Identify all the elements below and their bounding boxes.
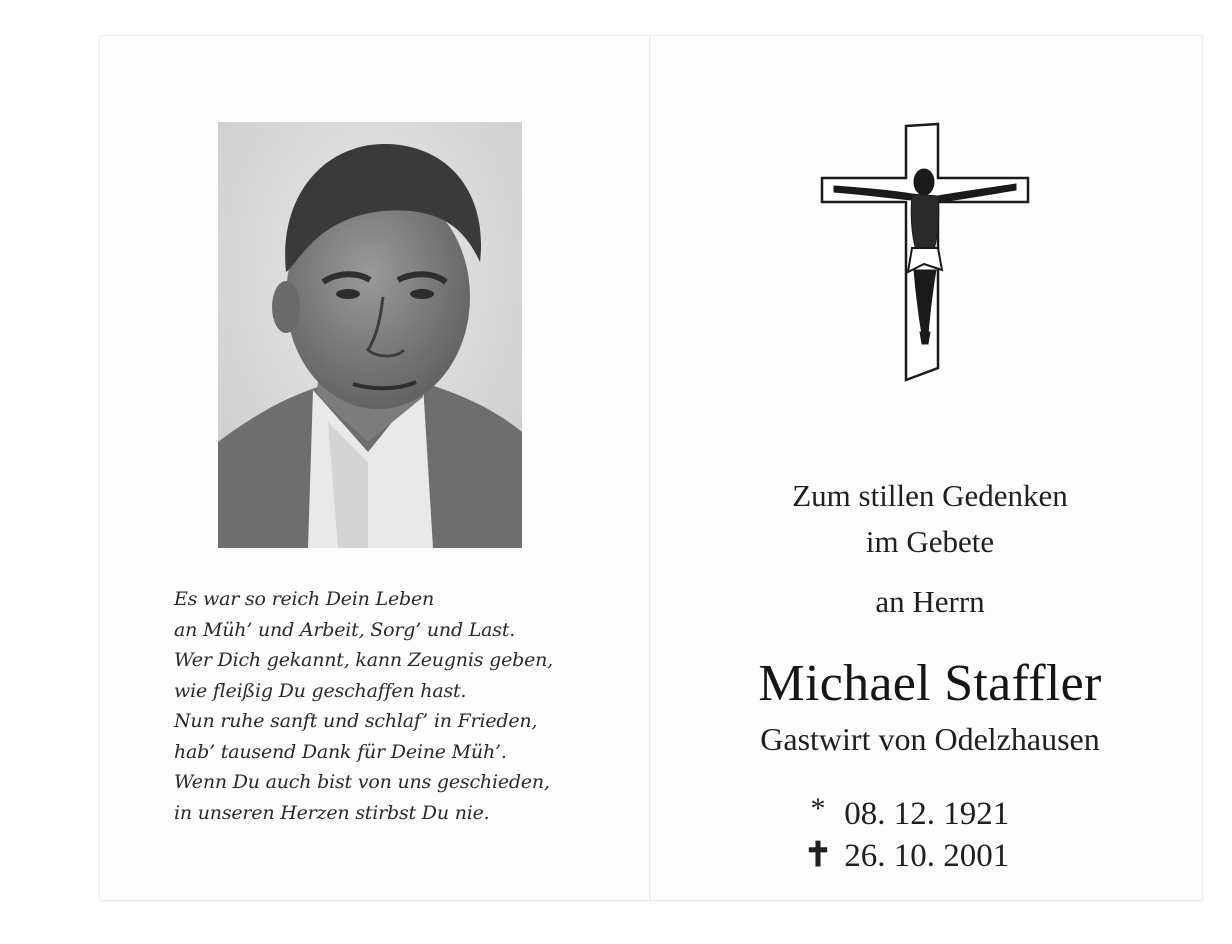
poem-line: Nun ruhe sanft und schlaf’ in Frieden,: [174, 710, 538, 732]
birth-row: [800, 788, 1060, 835]
memorial-heading: Zum stillen Gedenken: [792, 478, 1068, 513]
portrait-photo: [218, 122, 522, 548]
poem-line: Wenn Du auch bist von uns geschieden,: [174, 771, 550, 793]
card-fold: [649, 36, 651, 900]
birth-star-icon: *: [810, 792, 826, 825]
deceased-name: Michael Staffler: [758, 655, 1102, 712]
poem-line: Es war so reich Dein Leben: [174, 588, 435, 610]
death-cross-icon: ✝: [803, 837, 833, 874]
life-dates: [800, 788, 1060, 877]
memorial-heading-secondary: im Gebete: [865, 524, 995, 559]
poem-line: an Müh’ und Arbeit, Sorg’ und Last.: [174, 618, 516, 641]
poem-line: hab’ tausend Dank für Deine Müh’.: [174, 740, 507, 763]
crucifix-icon: [820, 122, 1032, 384]
memorial-card: [100, 36, 1202, 900]
memorial-salutation: an Herrn: [875, 584, 985, 619]
poem-line: Wer Dich gekannt, kann Zeugnis geben,: [174, 649, 554, 671]
poem-line: in unseren Herzen stirbst Du nie.: [174, 801, 490, 824]
death-date: 26. 10. 2001: [844, 838, 1010, 874]
memorial-poem: [174, 584, 614, 828]
deceased-occupation: Gastwirt von Odelzhausen: [760, 721, 1100, 757]
poem-line: wie fleißig Du geschaffen hast.: [174, 679, 467, 702]
birth-date: 08. 12. 1921: [844, 796, 1010, 832]
death-row: [800, 835, 1060, 877]
